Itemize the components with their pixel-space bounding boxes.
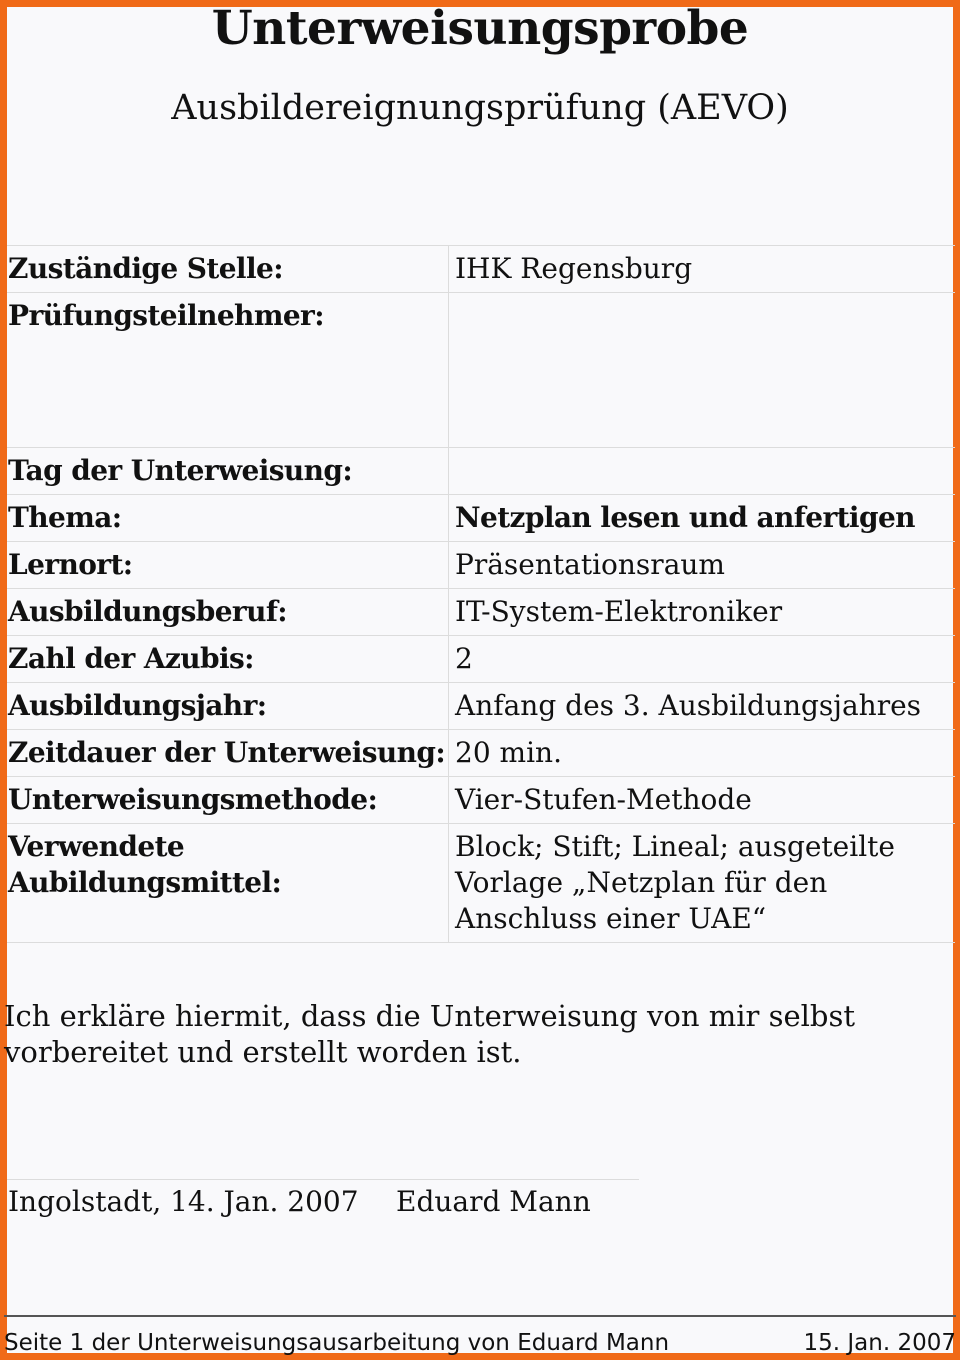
signer-name: Eduard Mann (396, 1185, 591, 1218)
row-label: Zeitdauer der Unterweisung: (7, 730, 449, 777)
table-row (7, 542, 955, 589)
row-label: Ausbildungsberuf: (7, 589, 449, 636)
row-value: Anfang des 3. Ausbildungsjahres (449, 683, 956, 730)
table-row (7, 730, 955, 777)
row-value: Präsentationsraum (449, 542, 956, 589)
row-value: Block; Stift; Lineal; ausgeteilte Vorlage „Netzplan für den Anschluss einer UAE“ (449, 824, 956, 943)
row-value: Netzplan lesen und anfertigen (449, 495, 956, 542)
row-value: IT-System-Elektroniker (449, 589, 956, 636)
footer-date: 15. Jan. 2007 (803, 1330, 956, 1356)
row-value (449, 293, 956, 448)
table-row (7, 293, 955, 448)
document-subtitle: Ausbildereignungsprüfung (AEVO) (171, 88, 789, 128)
signature-divider (7, 1179, 639, 1180)
row-label: Verwendete Aubildungsmittel: (7, 824, 449, 943)
table-row (7, 448, 955, 495)
table-row (7, 636, 955, 683)
row-label: Thema: (7, 495, 449, 542)
footer-page-info: Seite 1 der Unterweisungsausarbeitung von Eduard Mann (4, 1330, 670, 1356)
row-value: Vier-Stufen-Methode (449, 777, 956, 824)
table-row (7, 683, 955, 730)
footer-divider (4, 1315, 956, 1317)
place-date: Ingolstadt, 14. Jan. 2007 (8, 1185, 359, 1218)
row-value (449, 448, 956, 495)
document-title: Unterweisungsprobe (211, 1, 749, 56)
table-row (7, 246, 955, 293)
row-label: Zuständige Stelle: (7, 246, 449, 293)
row-value: 2 (449, 636, 956, 683)
row-value: 20 min. (449, 730, 956, 777)
table-row (7, 777, 955, 824)
info-table (7, 245, 955, 943)
row-label: Ausbildungsjahr: (7, 683, 449, 730)
row-label: Lernort: (7, 542, 449, 589)
row-label: Unterweisungsmethode: (7, 777, 449, 824)
table-row (7, 824, 955, 943)
row-label: Prüfungsteilnehmer: (7, 293, 449, 448)
declaration-text: Ich erkläre hiermit, dass die Unterweisung von mir selbst vorbereitet und erstellt worden ist. (4, 999, 855, 1069)
table-row (7, 495, 955, 542)
table-row (7, 589, 955, 636)
row-value: IHK Regensburg (449, 246, 956, 293)
row-label: Zahl der Azubis: (7, 636, 449, 683)
row-label: Tag der Unterweisung: (7, 448, 449, 495)
